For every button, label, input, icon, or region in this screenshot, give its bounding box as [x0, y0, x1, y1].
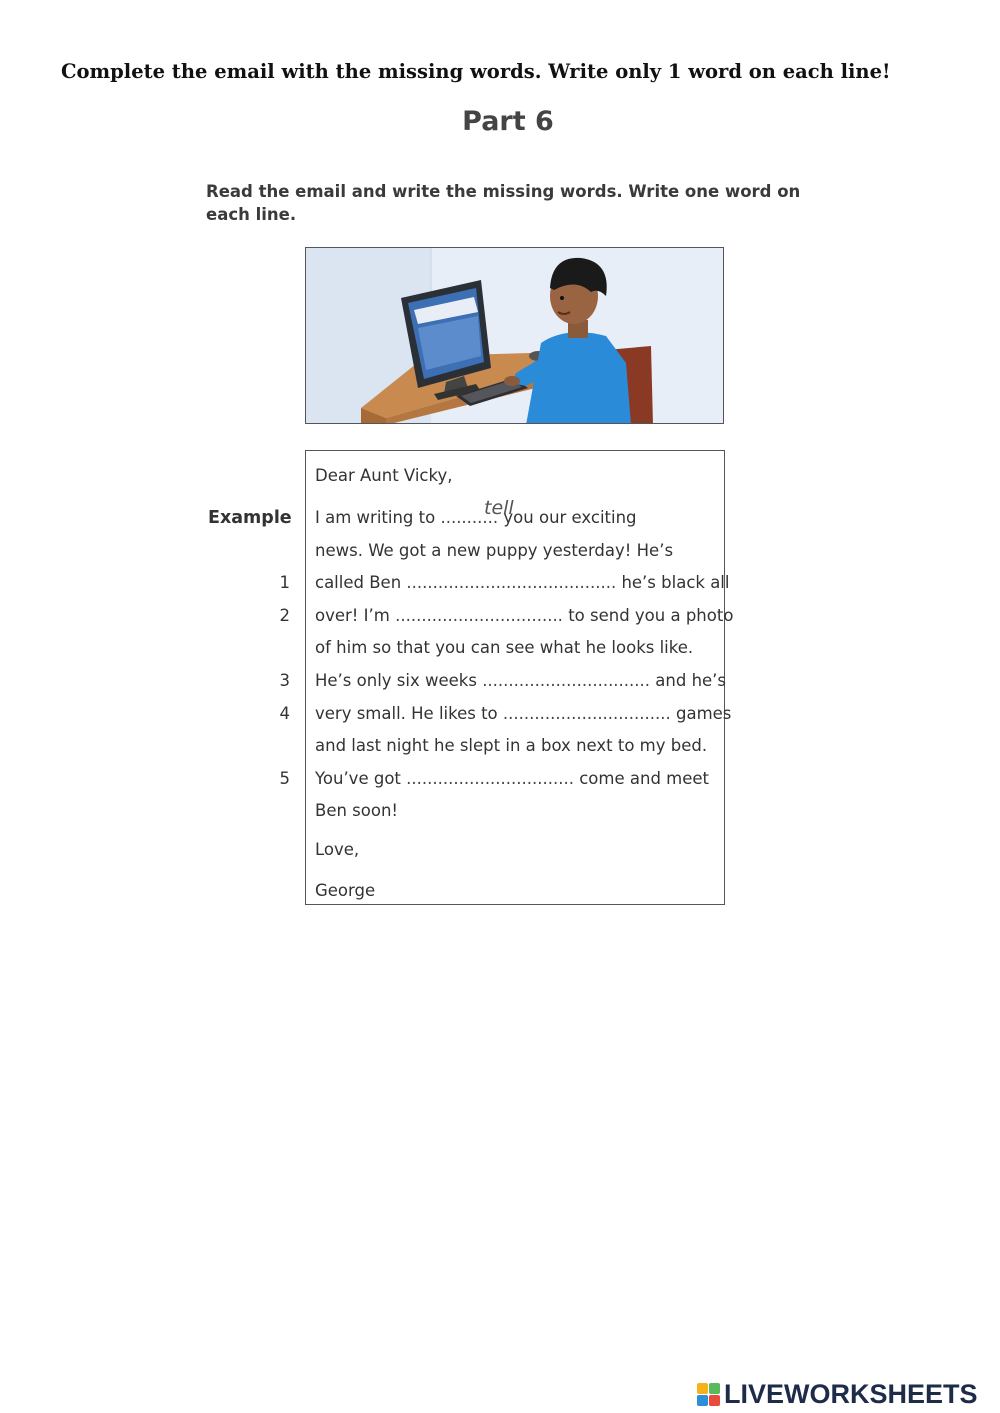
email-line-text: very small. He likes to	[315, 704, 498, 723]
email-line	[315, 541, 673, 560]
email-line	[315, 671, 726, 690]
task-instruction: Read the email and write the missing words. Write one word on each line.	[206, 182, 801, 224]
answer-blank[interactable]: ................................	[482, 671, 651, 690]
email-line-text: you our exciting	[503, 508, 637, 527]
instruction-text: Complete the email with the missing words. Write only 1 word on each line!	[61, 60, 891, 83]
email-line-text: come and meet	[579, 769, 710, 788]
email-line-text: he’s black all	[621, 573, 730, 592]
answer-blank[interactable]: ................................	[395, 606, 563, 625]
email-line-text: and last night he slept in a box next to my bed.	[315, 736, 708, 755]
answer-blank[interactable]: ................................	[406, 769, 574, 788]
email-line	[315, 573, 729, 592]
part-title: Part 6	[462, 106, 554, 137]
email-closing: Love,	[315, 840, 360, 859]
email-line-text: called Ben	[315, 573, 402, 592]
email-line-text: and he’s	[655, 671, 727, 690]
email-line	[315, 606, 733, 625]
example-answer: tell	[484, 497, 514, 519]
question-number: 2	[279, 606, 290, 625]
example-blank: ...........	[440, 508, 499, 527]
email-line-text: You’ve got	[315, 769, 401, 788]
email-line	[315, 801, 398, 820]
email-line	[315, 704, 731, 723]
liveworksheets-mark-icon	[697, 1383, 720, 1406]
answer-blank[interactable]: ........................................	[406, 573, 617, 592]
email-line-text: over! I’m	[315, 606, 390, 625]
question-number: 4	[279, 704, 290, 723]
email-line-text: He’s only six weeks	[315, 671, 477, 690]
question-number: 3	[279, 671, 290, 690]
email-line	[315, 769, 709, 788]
example-label: Example	[208, 508, 292, 528]
email-line-text: I am writing to	[315, 508, 436, 527]
email-line-text: to send you a photo	[568, 606, 734, 625]
email-line	[315, 508, 637, 527]
liveworksheets-logo	[697, 1378, 978, 1410]
email-line-text: Ben soon!	[315, 801, 399, 820]
question-number: 5	[279, 769, 290, 788]
email-line	[315, 736, 707, 755]
email-line-text: news. We got a new puppy yesterday! He’s	[315, 541, 674, 560]
email-line	[315, 638, 693, 657]
email-line-text: of him so that you can see what he looks like.	[315, 638, 694, 657]
illustration-boy-at-computer	[305, 247, 724, 424]
email-greeting: Dear Aunt Vicky,	[315, 466, 453, 485]
answer-blank[interactable]: ................................	[502, 704, 671, 723]
email-line-text: games	[676, 704, 732, 723]
question-number: 1	[279, 573, 290, 592]
brand-name: LIVEWORKSHEETS	[724, 1378, 978, 1409]
email-signature: George	[315, 881, 376, 900]
